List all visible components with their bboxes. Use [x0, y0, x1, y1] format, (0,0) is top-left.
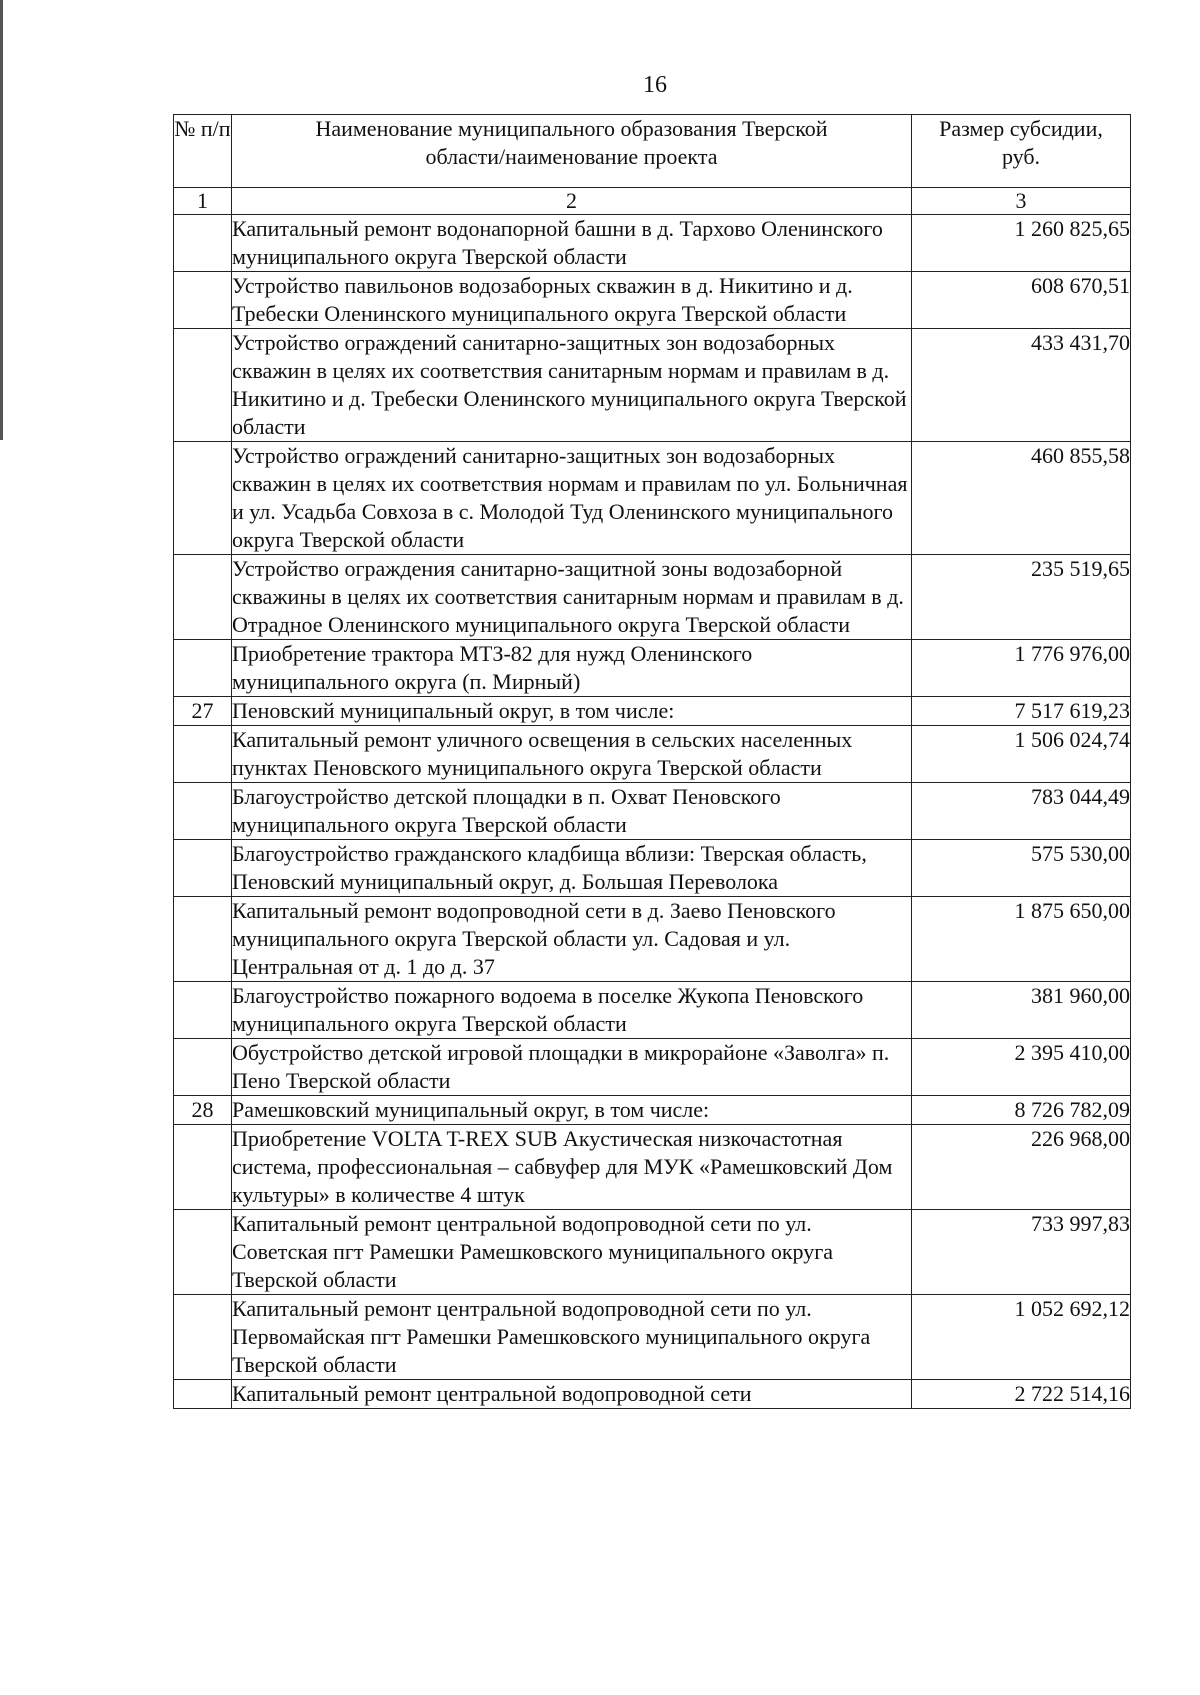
row-subsidy-amount: 1 260 825,65 — [912, 215, 1131, 272]
scan-edge — [0, 0, 3, 440]
table-row — [174, 442, 1131, 555]
row-number — [174, 272, 232, 329]
column-number-1: 1 — [174, 188, 232, 215]
row-subsidy-amount: 7 517 619,23 — [912, 697, 1131, 726]
row-number — [174, 1380, 232, 1409]
row-project-name: Рамешковский муниципальный округ, в том числе: — [232, 1096, 912, 1125]
row-project-name: Капитальный ремонт водонапорной башни в д. Тархово Оленинского муниципального округа Тверской области — [232, 215, 912, 272]
row-number — [174, 1295, 232, 1380]
table-row — [174, 329, 1131, 442]
row-project-name: Капитальный ремонт центральной водопроводной сети по ул. Советская пгт Рамешки Рамешковского муниципального округа Тверской области — [232, 1210, 912, 1295]
table-row — [174, 555, 1131, 640]
row-number — [174, 1125, 232, 1210]
row-number — [174, 840, 232, 897]
row-number — [174, 1039, 232, 1096]
table-row — [174, 840, 1131, 897]
row-project-name: Приобретение трактора МТЗ-82 для нужд Оленинского муниципального округа (п. Мирный) — [232, 640, 912, 697]
row-project-name: Пеновский муниципальный округ, в том числе: — [232, 697, 912, 726]
page-number: 16 — [643, 72, 667, 98]
table-row — [174, 897, 1131, 982]
row-number — [174, 783, 232, 840]
row-number: 27 — [174, 697, 232, 726]
column-number-3: 3 — [912, 188, 1131, 215]
table-row — [174, 640, 1131, 697]
row-number — [174, 982, 232, 1039]
row-project-name: Капитальный ремонт уличного освещения в сельских населенных пунктах Пеновского муниципального округа Тверской области — [232, 726, 912, 783]
row-subsidy-amount: 2 722 514,16 — [912, 1380, 1131, 1409]
row-project-name: Устройство ограждения санитарно-защитной зоны водозаборной скважины в целях их соответствия санитарным нормам и правилам в д. Отрадное Оленинского муниципального округа Тверской области — [232, 555, 912, 640]
table-row — [174, 1039, 1131, 1096]
row-subsidy-amount: 733 997,83 — [912, 1210, 1131, 1295]
row-subsidy-amount: 608 670,51 — [912, 272, 1131, 329]
table-row — [174, 1210, 1131, 1295]
row-project-name: Приобретение VOLTA T-REX SUB Акустическая низкочастотная система, профессиональная – сабвуфер для МУК «Рамешковский Дом культуры» в количестве 4 штук — [232, 1125, 912, 1210]
row-subsidy-amount: 1 506 024,74 — [912, 726, 1131, 783]
table-row — [174, 982, 1131, 1039]
table-row — [174, 1295, 1131, 1380]
table-header-row — [174, 115, 1131, 188]
table-row — [174, 1380, 1131, 1409]
table-row — [174, 697, 1131, 726]
row-project-name: Капитальный ремонт центральной водопроводной сети — [232, 1380, 912, 1409]
header-name: Наименование муниципального образования Тверской области/наименование проекта — [232, 115, 912, 188]
row-number: 28 — [174, 1096, 232, 1125]
row-subsidy-amount: 575 530,00 — [912, 840, 1131, 897]
row-subsidy-amount: 8 726 782,09 — [912, 1096, 1131, 1125]
row-number — [174, 1210, 232, 1295]
row-subsidy-amount: 1 776 976,00 — [912, 640, 1131, 697]
subsidy-table — [173, 114, 1131, 1409]
row-subsidy-amount: 433 431,70 — [912, 329, 1131, 442]
table-row — [174, 1125, 1131, 1210]
row-project-name: Устройство павильонов водозаборных скважин в д. Никитино и д. Требески Оленинского муниципального округа Тверской области — [232, 272, 912, 329]
table-row — [174, 215, 1131, 272]
row-number — [174, 442, 232, 555]
row-project-name: Капитальный ремонт центральной водопроводной сети по ул. Первомайская пгт Рамешки Рамешковского муниципального округа Тверской области — [232, 1295, 912, 1380]
row-project-name: Устройство ограждений санитарно-защитных зон водозаборных скважин в целях их соответствия нормам и правилам по ул. Больничная и ул. Усадьба Совхоза в с. Молодой Туд Оленинского муниципального округа Тверской области — [232, 442, 912, 555]
row-subsidy-amount: 460 855,58 — [912, 442, 1131, 555]
row-project-name: Капитальный ремонт водопроводной сети в д. Заево Пеновского муниципального округа Тверской области ул. Садовая и ул. Центральная от д. 1 до д. 37 — [232, 897, 912, 982]
row-subsidy-amount: 381 960,00 — [912, 982, 1131, 1039]
row-project-name: Благоустройство гражданского кладбища вблизи: Тверская область, Пеновский муниципальный округ, д. Большая Переволока — [232, 840, 912, 897]
row-project-name: Благоустройство пожарного водоема в поселке Жукопа Пеновского муниципального округа Тверской области — [232, 982, 912, 1039]
row-number — [174, 897, 232, 982]
row-project-name: Устройство ограждений санитарно-защитных зон водозаборных скважин в целях их соответствия санитарным нормам и правилам в д. Никитино и д. Требески Оленинского муниципального округа Тверской области — [232, 329, 912, 442]
table-row — [174, 783, 1131, 840]
row-subsidy-amount: 2 395 410,00 — [912, 1039, 1131, 1096]
row-subsidy-amount: 226 968,00 — [912, 1125, 1131, 1210]
row-number — [174, 555, 232, 640]
header-amount: Размер субсидии, руб. — [912, 115, 1131, 188]
row-project-name: Благоустройство детской площадки в п. Охват Пеновского муниципального округа Тверской области — [232, 783, 912, 840]
table-row — [174, 726, 1131, 783]
row-project-name: Обустройство детской игровой площадки в микрорайоне «Заволга» п. Пено Тверской области — [232, 1039, 912, 1096]
table-row — [174, 272, 1131, 329]
row-subsidy-amount: 783 044,49 — [912, 783, 1131, 840]
row-subsidy-amount: 235 519,65 — [912, 555, 1131, 640]
row-number — [174, 329, 232, 442]
row-subsidy-amount: 1 052 692,12 — [912, 1295, 1131, 1380]
column-number-2: 2 — [232, 188, 912, 215]
row-subsidy-amount: 1 875 650,00 — [912, 897, 1131, 982]
header-number: № п/п — [174, 115, 232, 188]
row-number — [174, 640, 232, 697]
row-number — [174, 726, 232, 783]
table-row — [174, 1096, 1131, 1125]
column-number-row — [174, 188, 1131, 215]
row-number — [174, 215, 232, 272]
